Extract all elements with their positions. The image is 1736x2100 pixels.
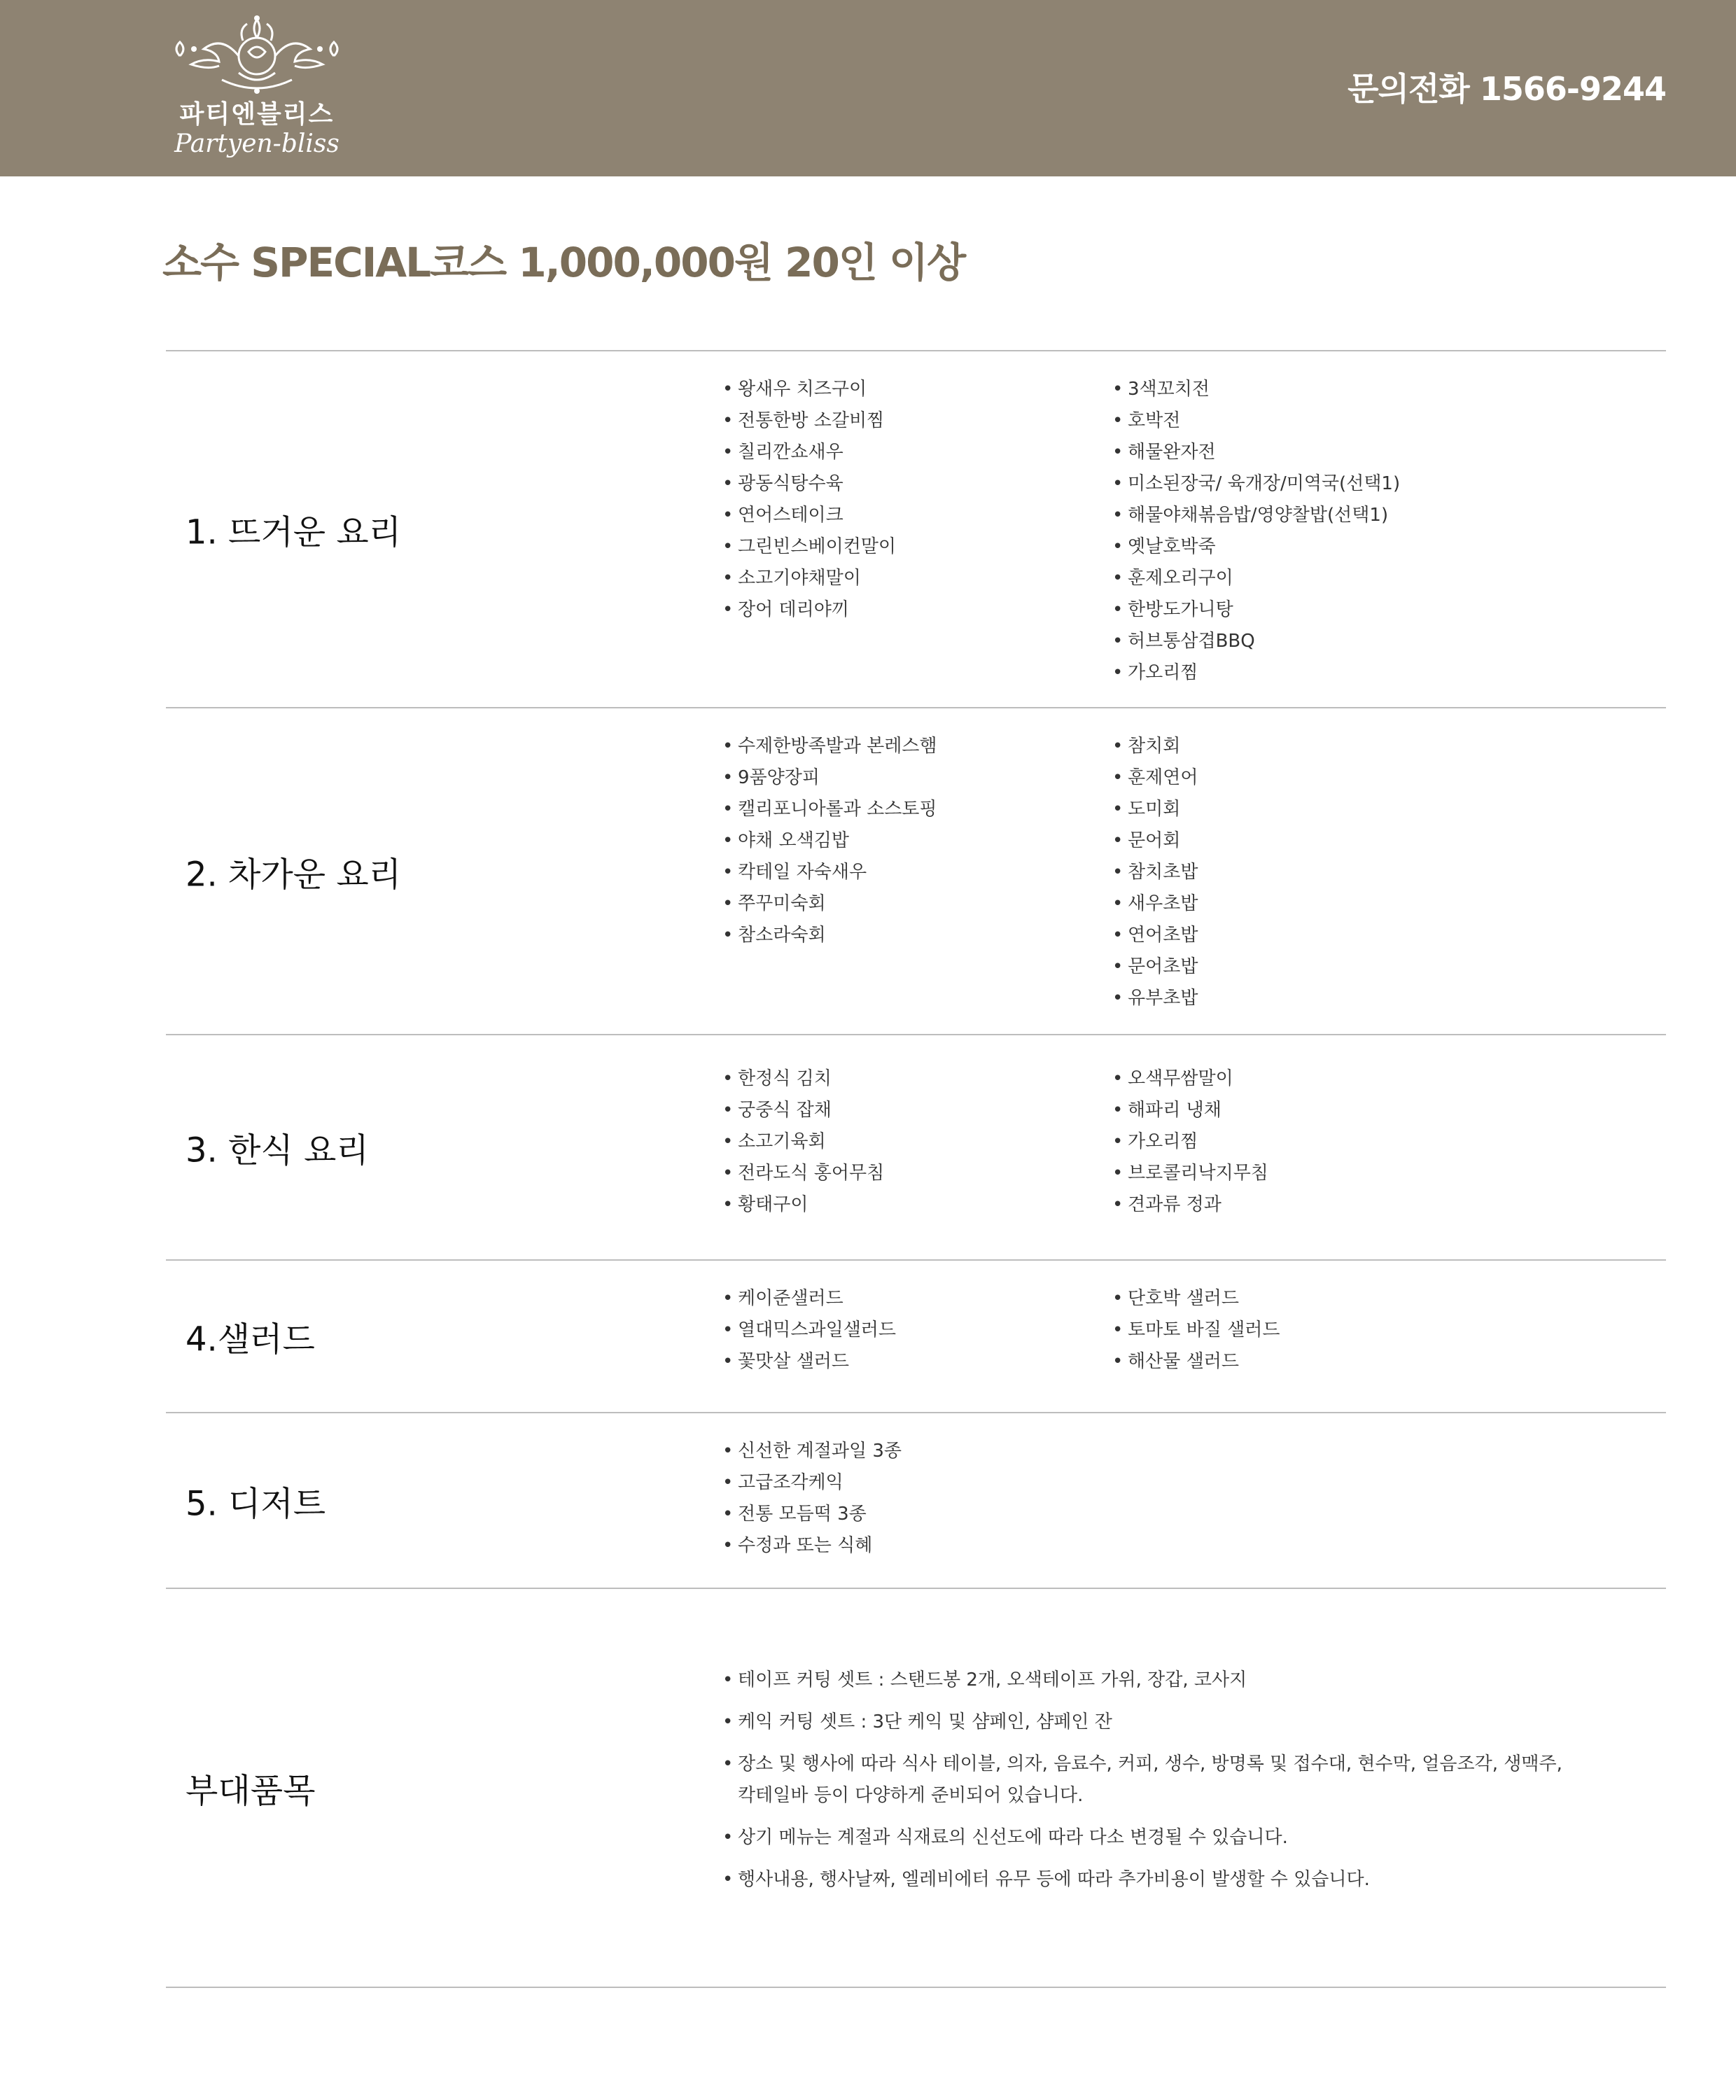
list-item [722,1822,1562,1854]
list-item: • 수제한방족발과 본레스햄 [722,731,937,762]
menu-list-left [722,374,896,626]
menu-list-left [722,1063,884,1221]
section-cold-dishes [166,708,1666,1035]
list-item: • 소고기야채말이 [722,563,896,594]
list-item: • 해파리 냉채 [1112,1095,1268,1126]
section-korean-dishes [166,1035,1666,1261]
section-title: 3. 한식 요리 [186,1130,369,1170]
section-desserts [166,1413,1666,1589]
menu-list-right [1112,731,1198,1014]
list-item: • 왕새우 치즈구이 [722,374,896,405]
ornament-crest-icon [166,13,348,97]
menu-list-left [722,1436,902,1562]
contact-phone[interactable]: 문의전화 1566-9244 [1348,70,1666,108]
site-header [0,0,1736,176]
list-item: • 전통 모듬떡 3종 [722,1499,902,1530]
list-item [722,1707,1562,1738]
section-hot-dishes [166,351,1666,708]
list-item: • 꽃맛살 샐러드 [722,1346,896,1378]
list-item-text: • 행사내용, 행사날짜, 엘레비에터 유무 등에 따라 추가비용이 발생할 수 있습니다. [738,1869,1370,1890]
list-item: • 훈제오리구이 [1112,563,1400,594]
extras-list [722,1665,1562,1906]
list-item [722,1864,1562,1896]
page-title: 소수 SPECIAL코스 1,000,000원 20인 이상 [162,239,965,286]
menu-table [166,350,1666,1988]
list-item: • 쭈꾸미숙회 [722,888,937,920]
list-item: • 칵테일 자숙새우 [722,857,937,888]
list-item: • 광동식탕수육 [722,468,896,500]
list-item: • 문어회 [1112,825,1198,857]
list-item: • 케이준샐러드 [722,1283,896,1315]
section-title: 4.샐러드 [186,1320,315,1359]
section-title: 1. 뜨거운 요리 [186,512,402,552]
list-item-text: • 상기 메뉴는 계절과 식재료의 신선도에 따라 다소 변경될 수 있습니다. [738,1827,1288,1848]
list-item: • 참치초밥 [1112,857,1198,888]
list-item: • 브로콜리낙지무침 [1112,1158,1268,1189]
list-item: • 해물완자전 [1112,437,1400,468]
list-item: • 허브통삼겹BBQ [1112,626,1400,657]
list-item: • 훈제연어 [1112,762,1198,794]
list-item: • 오색무쌈말이 [1112,1063,1268,1095]
list-item: • 유부초밥 [1112,983,1198,1014]
section-title: 2. 차가운 요리 [186,855,402,894]
list-item: • 캘리포니아롤과 소스토핑 [722,794,937,825]
list-item: • 토마토 바질 샐러드 [1112,1315,1280,1346]
list-item: • 전라도식 홍어무침 [722,1158,884,1189]
list-item-text: • 테이프 커팅 셋트 : 스탠드봉 2개, 오색테이프 가위, 장갑, 코사지 [738,1670,1247,1690]
list-item: • 한정식 김치 [722,1063,884,1095]
logo-name-english: Partyen-bliss [174,130,340,158]
list-item: • 칠리깐쇼새우 [722,437,896,468]
list-item: • 전통한방 소갈비찜 [722,405,896,437]
logo-name-korean: 파티엔블리스 [179,100,335,129]
list-item: • 야채 오색김밥 [722,825,937,857]
list-item: • 도미회 [1112,794,1198,825]
list-item: • 연어스테이크 [722,500,896,531]
list-item: • 참치회 [1112,731,1198,762]
list-item [722,1665,1562,1696]
menu-list-left [722,1283,896,1378]
section-extras [166,1589,1666,1988]
list-item [722,1749,1562,1812]
list-item: • 가오리찜 [1112,657,1400,689]
menu-list-left [722,731,937,951]
list-item: • 해산물 샐러드 [1112,1346,1280,1378]
list-item-text: • 장소 및 행사에 따라 식사 테이블, 의자, 음료수, 커피, 생수, 방명록 및 접수대, 현수막, 얼음조각, 생맥주, [738,1754,1562,1774]
list-item: • 장어 데리야끼 [722,594,896,626]
menu-list-right [1112,1063,1268,1221]
list-item: • 해물야채볶음밥/영양찰밥(선택1) [1112,500,1400,531]
section-salads [166,1261,1666,1413]
list-item: • 가오리찜 [1112,1126,1268,1158]
list-item: • 궁중식 잡채 [722,1095,884,1126]
list-item: • 호박전 [1112,405,1400,437]
section-title: 부대품목 [186,1771,316,1811]
list-item: • 연어초밥 [1112,920,1198,951]
list-item: • 수정과 또는 식혜 [722,1530,902,1562]
list-item: • 열대믹스과일샐러드 [722,1315,896,1346]
list-item: • 견과류 정과 [1112,1189,1268,1221]
list-item-text: 칵테일바 등이 다양하게 준비되어 있습니다. [738,1785,1084,1806]
list-item: • 3색꼬치전 [1112,374,1400,405]
list-item-text: • 케익 커팅 셋트 : 3단 케익 및 샴페인, 샴페인 잔 [738,1712,1112,1732]
menu-list-right [1112,374,1400,689]
section-title: 5. 디저트 [186,1484,326,1523]
brand-logo[interactable] [162,13,351,168]
list-item: • 소고기육회 [722,1126,884,1158]
list-item: • 그린빈스베이컨말이 [722,531,896,563]
list-item: • 옛날호박죽 [1112,531,1400,563]
list-item: • 단호박 샐러드 [1112,1283,1280,1315]
list-item: • 고급조각케익 [722,1467,902,1499]
list-item: • 참소라숙회 [722,920,937,951]
list-item: • 새우초밥 [1112,888,1198,920]
list-item: • 미소된장국/ 육개장/미역국(선택1) [1112,468,1400,500]
list-item: • 9품양장피 [722,762,937,794]
list-item: • 문어초밥 [1112,951,1198,983]
list-item: • 황태구이 [722,1189,884,1221]
list-item: • 한방도가니탕 [1112,594,1400,626]
list-item: • 신선한 계절과일 3종 [722,1436,902,1467]
menu-list-right [1112,1283,1280,1378]
